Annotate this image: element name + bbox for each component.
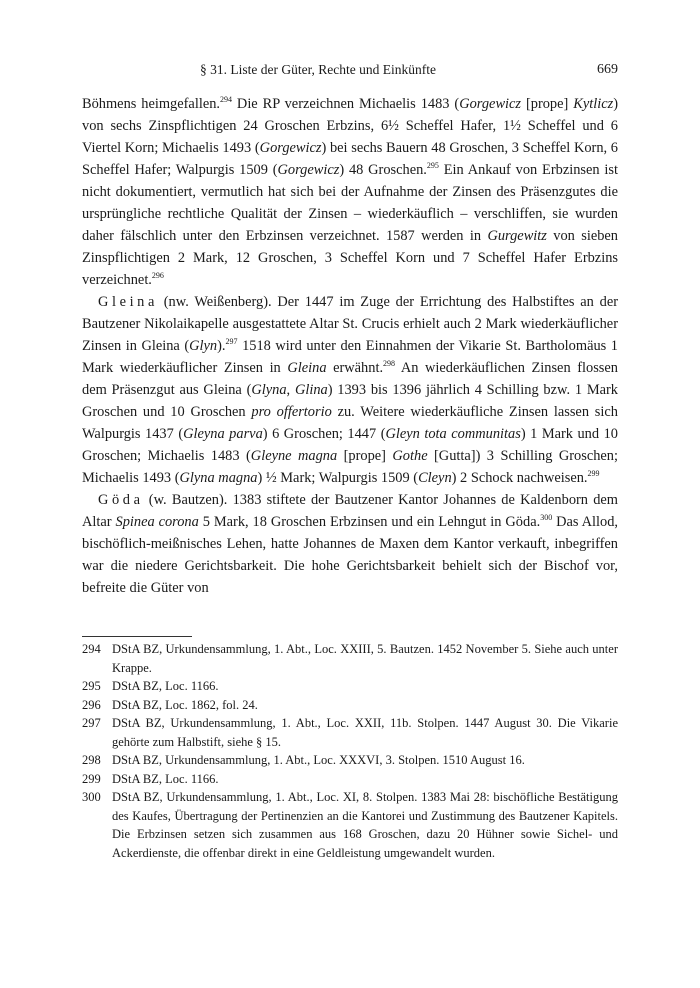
footnote-295 [82, 677, 618, 696]
footnote-number: 297 [82, 716, 101, 730]
footnote-297 [82, 714, 618, 751]
running-header [82, 62, 618, 82]
page-number: 669 [597, 62, 618, 77]
footnote-294 [82, 640, 618, 677]
footnote-ref[interactable]: 300 [540, 513, 553, 523]
footnote-ref[interactable]: 298 [383, 359, 396, 369]
place-name: Göda [98, 492, 144, 508]
footnote-number: 296 [82, 697, 101, 712]
footnote-ref[interactable]: 296 [151, 271, 164, 281]
footnote-ref[interactable]: 294 [220, 95, 232, 105]
paragraph-2: Gleina (nw. Weißenberg). Der 1447 im Zuge der Errichtung des Halbstiftes an der Bautzener Nikolaikapelle ausgestattete Altar St. Crucis erhielt auch 2 Mark wiederkäuflicher Zinsen in Gleina (Glyn).$^{297}$ 1518 wird unter den Einnahmen der Vikarie St. Bartholomäus 1 Mark wiederkäuflicher Zinsen in Gleina erwähnt.$^{298}$ An wiederkäuflichen Zinsen flossen dem Präsenzgut aus Gleina (Glyna, Glina) 1393 bis 1396 jährlich 4 Schilling bzw. 1 Mark Groschen und 10 Groschen pro offertorio zu. Weitere wiederkäufliche Zinsen lassen sich Walpurgis 1437 (Gleyna parva) 6 Groschen; 1447 (Gleyn tota communitas) 1 Mark und 10 Groschen; Michaelis 1483 (Gleyne magna [prope] Gothe [Gutta]) 3 Schilling Groschen; Michaelis 1493 (Glyna magna) ½ Mark; Walpurgis 1509 (Cleyn) 2 Schock nachweisen.$^{299}$ [82, 294, 618, 486]
footnote-ref[interactable]: 297 [225, 337, 238, 347]
footnote-text: DStA BZ, Loc. 1862, fol. 24. [112, 697, 258, 712]
footnote-ref[interactable]: 295 [426, 161, 439, 171]
running-title: § 31. Liste der Güter, Rechte und Einkünfte [200, 62, 437, 77]
footnote-text: DStA BZ, Urkundensammlung, 1. Abt., Loc. XI, 8. Stolpen. 1383 Mai 28: bischöfliche Bestätigung des Kaufes, Übertragung der Pertinenzien an die Kantorei und Zustimmung des Bautzener Kapitels. Die Erbzinsen setzen sich zusammen aus 168 Groschen, dazu 20 Hühner sowie Sichel- und Ackerdienste, die offenbar direkt in eine Geldleistung umgewandelt wurden. [112, 790, 618, 860]
footnote-299 [82, 770, 618, 789]
footnote-text: DStA BZ, Loc. 1166. [112, 679, 219, 693]
footnote-separator [82, 636, 192, 637]
footnote-number: 299 [82, 771, 101, 786]
footnote-ref[interactable]: 299 [587, 469, 600, 479]
footnote-number: 298 [82, 753, 101, 767]
footnote-number: 295 [82, 679, 101, 693]
paragraph-1: Böhmens heimgefallen.$^{294}$ Die RP verzeichnen Michaelis 1483 (Gorgewicz [prope] Kytlicz) von sechs Zinspflichtigen 24 Groschen Erbzins, 6½ Scheffel Hafer, 1½ Scheffel und 6 Viertel Korn; Michaelis 1493 (Gorgewicz) bei sechs Bauern 48 Groschen, 3 Scheffel Korn, 6 Scheffel Hafer; Walpurgis 1509 (Gorgewicz) 48 Groschen.$^{295}$ Ein Ankauf von Erbzinsen ist nicht dokumentiert, vermutlich hat sich bei der Aufnahme der Zinsen des Präsenzgutes die ursprüngliche rechtliche Qualität der Zinsen – wiederkäuflich – verschliffen, sie wurden daher fälschlich unter den Erbzinsen verzeichnet. 1587 werden in Gurgewitz von sieben Zinspflichtigen 2 Mark, 12 Groschen, 3 Scheffel Korn und 7 Scheffel Hafer Erbzins verzeichnet.$^{296}$ [82, 95, 619, 288]
footnote-text: DStA BZ, Loc. 1166. [112, 771, 219, 786]
paragraph-3: Göda (w. Bautzen). 1383 stiftete der Bautzener Kantor Johannes de Kaldenborn dem Altar Spinea corona 5 Mark, 18 Groschen Erbzinsen und ein Lehngut in Göda.$^{300}$ Das Allod, bischöflich-meißnisches Lehen, hatte Johannes de Maxen dem Kantor verkauft, inbegriffen war die niedere Gerichtsbarkeit. Die hohe Gerichtsbarkeit behielt sich der Bischof vor, befreite die Güter von [82, 492, 618, 596]
place-name: Gleina [98, 294, 158, 310]
footnote-text: DStA BZ, Urkundensammlung, 1. Abt., Loc. XXII, 11b. Stolpen. 1447 August 30. Die Vikarie gehörte zum Halbstift, siehe § 15. [112, 716, 618, 749]
footnote-298 [82, 751, 618, 770]
footnote-text: DStA BZ, Urkundensammlung, 1. Abt., Loc. XXIII, 5. Bautzen. 1452 November 5. Siehe auch unter Krappe. [112, 642, 618, 675]
footnote-300 [82, 788, 618, 862]
footnote-296 [82, 696, 618, 715]
footnote-number: 294 [82, 642, 101, 656]
main-text [82, 93, 618, 599]
footnote-number: 300 [82, 790, 101, 804]
footnote-text: DStA BZ, Urkundensammlung, 1. Abt., Loc. XXXVI, 3. Stolpen. 1510 August 16. [112, 753, 525, 767]
footnotes [82, 640, 618, 862]
